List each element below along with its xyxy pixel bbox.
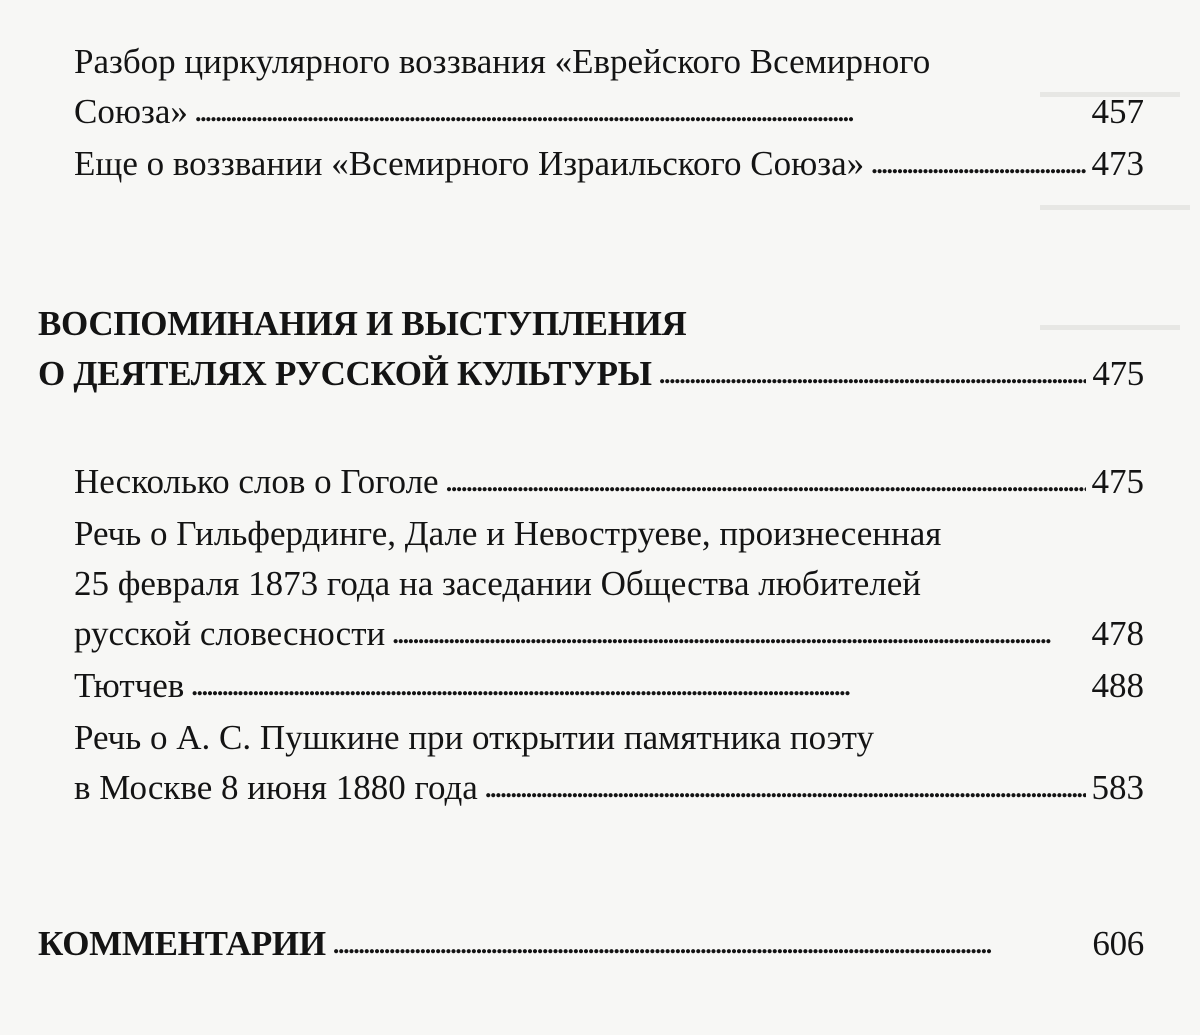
toc-entry-title-cont: русской словесности xyxy=(74,614,386,653)
dot-leader xyxy=(391,608,1085,656)
toc-entry-title: Речь о А. С. Пушкине при открытии памятника поэту xyxy=(74,718,874,757)
toc-entry-title: Несколько слов о Гоголе xyxy=(74,462,439,501)
page-number: 606 xyxy=(1092,924,1144,963)
page-number: 583 xyxy=(1091,768,1144,807)
section-heading-cont: О ДЕЯТЕЛЯХ РУССКОЙ КУЛЬТУРЫ xyxy=(38,354,652,393)
toc-entry-title: Разбор циркулярного воззвания «Еврейского Всемирного xyxy=(74,42,931,81)
toc-entry-line xyxy=(74,38,1144,86)
toc-entry-line xyxy=(74,662,1144,710)
page-number: 488 xyxy=(1091,666,1144,705)
dot-leader xyxy=(484,762,1086,810)
dot-leader xyxy=(870,138,1085,186)
dot-leader xyxy=(658,348,1087,396)
page-number: 478 xyxy=(1091,614,1144,653)
toc-entry-line xyxy=(74,714,1144,762)
toc-entry-title: Еще о воззвании «Всемирного Израильского Союза» xyxy=(74,144,865,183)
toc-entry-title: Тютчев xyxy=(74,666,185,705)
toc-entry-title-cont: в Москве 8 июня 1880 года xyxy=(74,768,478,807)
dot-leader xyxy=(190,660,1085,708)
toc-entry-line xyxy=(74,610,1144,658)
page-number: 475 xyxy=(1091,462,1144,501)
page-number: 475 xyxy=(1092,354,1144,393)
section-heading: ВОСПОМИНАНИЯ И ВЫСТУПЛЕНИЯ xyxy=(38,304,687,343)
toc-entry-line xyxy=(74,458,1144,506)
toc-entry-title-cont: Союза» xyxy=(74,92,188,131)
section-heading-line xyxy=(38,350,1144,398)
page-number: 473 xyxy=(1091,144,1144,183)
dot-leader xyxy=(194,86,1086,134)
toc-entry-line xyxy=(74,510,1144,558)
dot-leader xyxy=(332,918,1087,966)
toc-entry-title: Речь о Гильфердинге, Дале и Невоструеве, произнесенная xyxy=(74,514,942,553)
toc-entry-line xyxy=(74,560,1144,608)
dot-leader xyxy=(445,456,1086,504)
toc-entry-line xyxy=(74,88,1144,136)
toc-entry-line xyxy=(74,764,1144,812)
section-heading: КОММЕНТАРИИ xyxy=(38,924,326,963)
section-heading-line xyxy=(38,920,1144,968)
section-heading-line xyxy=(38,300,1144,348)
toc-entry-title-cont: 25 февраля 1873 года на заседании Общества любителей xyxy=(74,564,921,603)
page-number: 457 xyxy=(1091,92,1144,131)
toc-entry-line xyxy=(74,140,1144,188)
bleed-through-mark xyxy=(1040,205,1190,210)
